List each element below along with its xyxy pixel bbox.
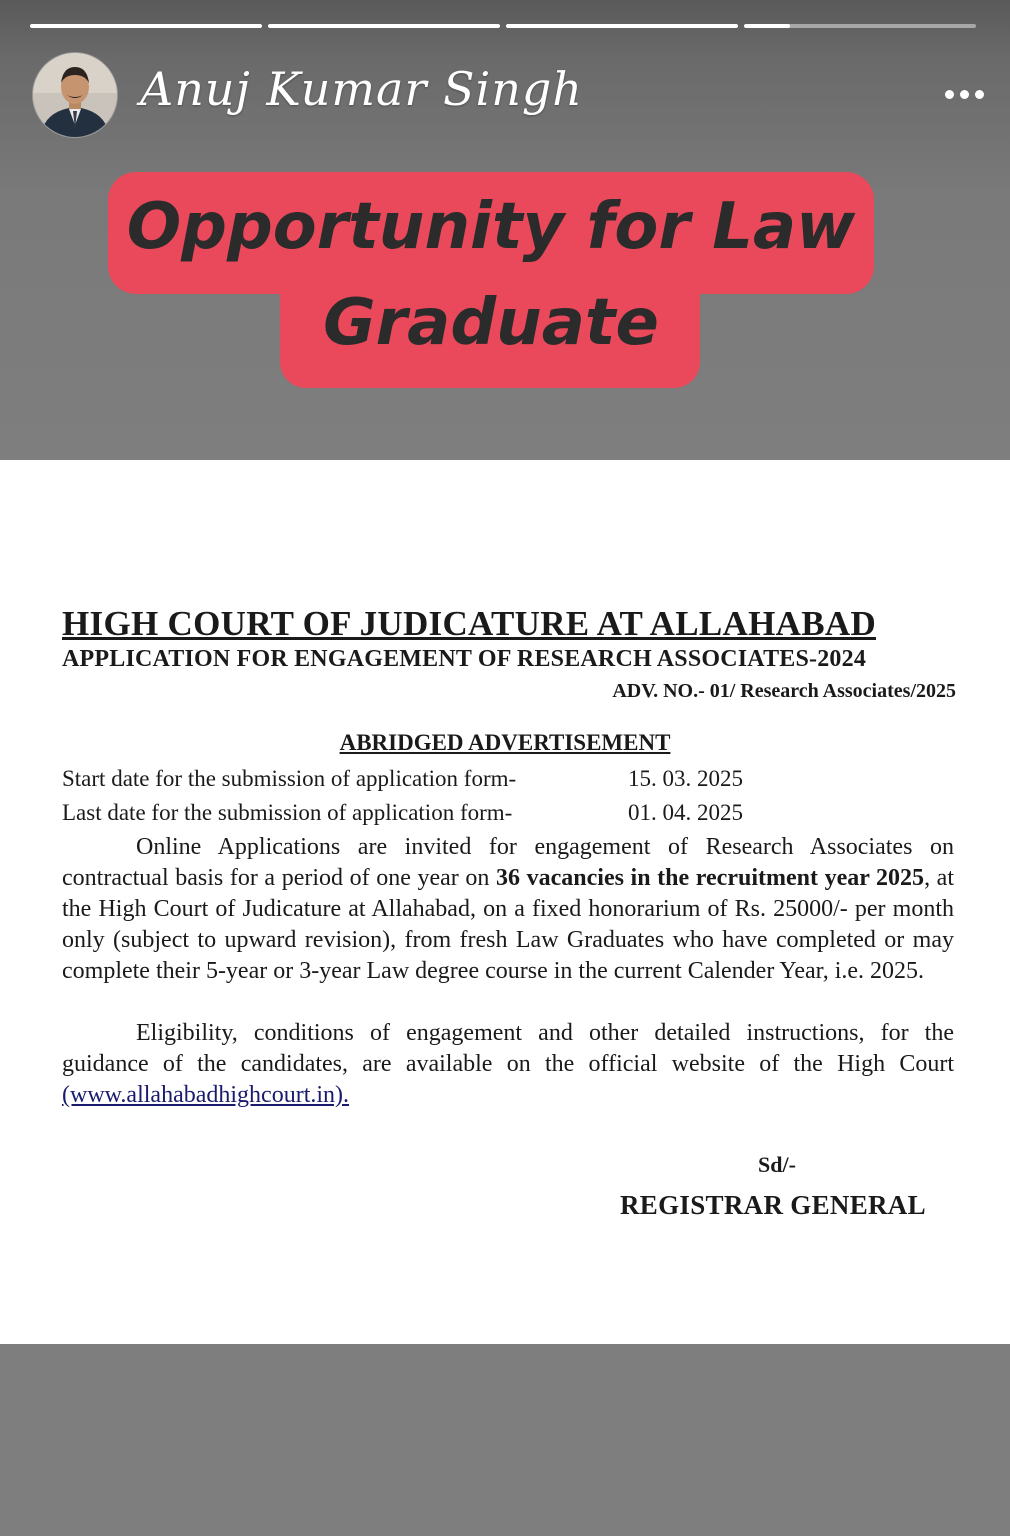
para1-text-2: , at the High Court of Judicature at Allahabad, on a fixed honorarium of Rs. 25000/- per month only (subject to upward revision), from fresh Law Graduates who have completed or may complete their 5-year or 3-year Law degree course in the current Calender Year, i.e. 2025. (62, 865, 954, 984)
story-username[interactable]: Anuj Kumar Singh (140, 62, 583, 116)
progress-segment (506, 24, 738, 28)
paragraph-main (62, 832, 954, 987)
progress-fill (506, 24, 738, 28)
advertisement-document (0, 460, 1010, 1344)
sticker-line-1: Opportunity for Law (126, 190, 856, 264)
progress-fill (744, 24, 790, 28)
court-title: HIGH COURT OF JUDICATURE AT ALLAHABAD (62, 604, 877, 643)
progress-segment (30, 24, 262, 28)
sticker-line-2: Graduate (323, 286, 659, 360)
more-options-button[interactable] (936, 76, 992, 112)
last-date-row (62, 800, 743, 826)
application-title: APPLICATION FOR ENGAGEMENT OF RESEARCH ASSOCIATES-2024 (62, 646, 867, 672)
progress-fill (268, 24, 500, 28)
last-date-value: 01. 04. 2025 (628, 800, 743, 825)
text-sticker[interactable] (108, 180, 874, 370)
progress-fill (30, 24, 262, 28)
para1-text: Online Applications are invited for engagement of Research Associates on contractual basis for a period of one year on (62, 834, 954, 891)
progress-segment (744, 24, 976, 28)
story-progress-bar (30, 24, 976, 28)
more-horizontal-icon (945, 90, 954, 99)
start-date-label: Start date for the submission of application form- (62, 766, 517, 791)
more-horizontal-icon-dot (975, 90, 984, 99)
avatar[interactable] (32, 52, 118, 138)
para2-text: Eligibility, conditions of engagement and other detailed instructions, for the guidance of the candidates, are available on the official website of the High Court (62, 1020, 954, 1077)
signature-mark: Sd/- (758, 1152, 796, 1177)
registrar-general: REGISTRAR GENERAL (620, 1190, 926, 1220)
story-footer-area (0, 1344, 1010, 1536)
paragraph-eligibility (62, 1018, 954, 1111)
start-date-value: 15. 03. 2025 (628, 766, 743, 791)
progress-segment (268, 24, 500, 28)
last-date-label: Last date for the submission of application form- (62, 800, 513, 825)
start-date-row (62, 766, 743, 792)
website-link[interactable]: (www.allahabadhighcourt.in). (62, 1082, 350, 1108)
abridged-heading: ABRIDGED ADVERTISEMENT (339, 730, 671, 755)
para1-bold: 36 vacancies in the recruitment year 2025 (496, 865, 925, 891)
more-horizontal-icon-dot (960, 90, 969, 99)
advertisement-number: ADV. NO.- 01/ Research Associates/2025 (612, 680, 956, 702)
